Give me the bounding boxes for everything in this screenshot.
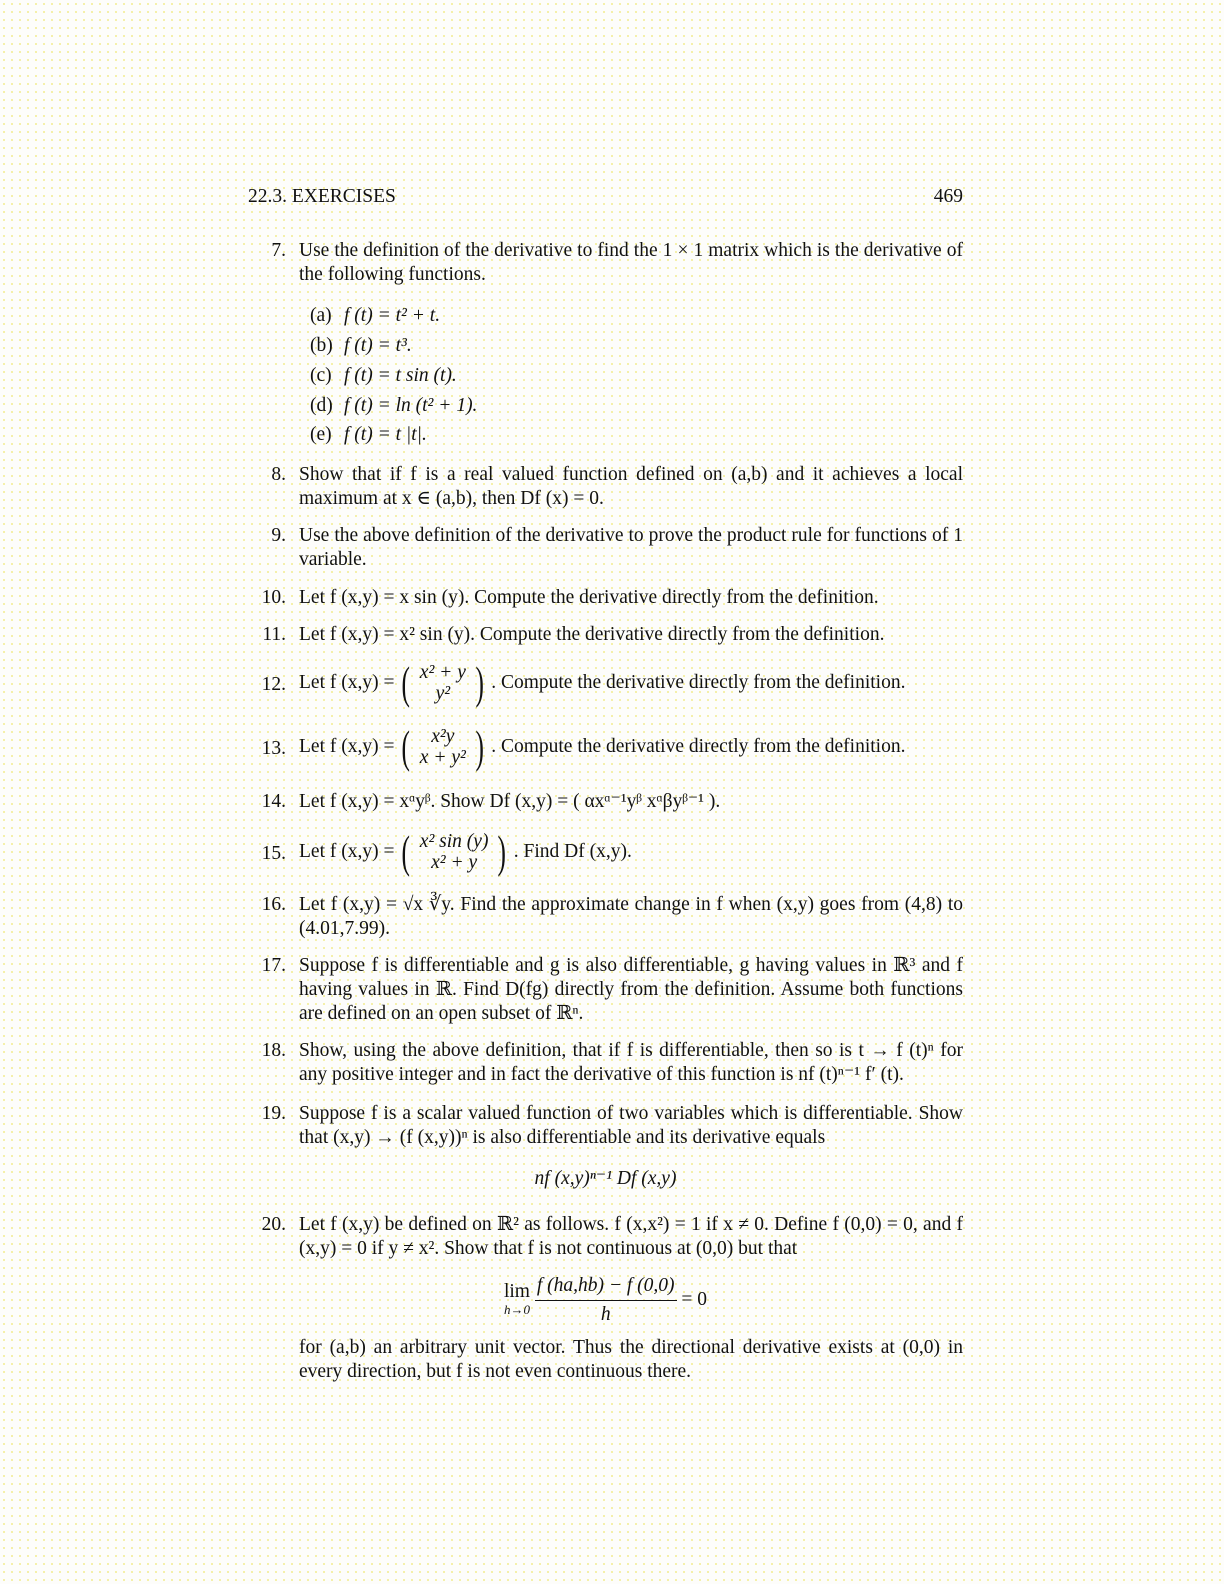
exercise-text: Use the definition of the derivative to find the 1 × 1 matrix which is the derivative of the following functions. bbox=[299, 240, 963, 285]
vector-entry: x² + y bbox=[431, 852, 478, 873]
part-label: (e) bbox=[310, 424, 332, 445]
right-paren: ) bbox=[475, 721, 484, 772]
part-expr: f (t) = t |t|. bbox=[344, 424, 427, 445]
exercise-number: 16. bbox=[261, 894, 286, 915]
exercise-7 bbox=[248, 239, 963, 287]
exercise-number: 10. bbox=[261, 587, 286, 608]
exercise-7c bbox=[310, 364, 457, 388]
exercise-text: Let f (x,y) = xᵅyᵝ. Show Df (x,y) = ( αxᵅ⁻¹yᵝ xᵅβyᵝ⁻¹ ). bbox=[299, 791, 721, 812]
vector-entry: y² bbox=[435, 683, 451, 704]
limit-operator bbox=[503, 1280, 530, 1319]
column-vector bbox=[398, 657, 487, 708]
exercise-number: 20. bbox=[261, 1214, 286, 1235]
exercise-7d bbox=[310, 394, 477, 418]
part-expr: f (t) = t³. bbox=[344, 335, 412, 356]
vector-entry: x + y² bbox=[419, 747, 466, 768]
lim-text: lim bbox=[503, 1280, 530, 1302]
exercise-text: Show that if f is a real valued function defined on (a,b) and it achieves a local maximum at x ∈ (a,b), then Df (x) = 0. bbox=[299, 464, 963, 509]
exercise-19 bbox=[248, 1102, 963, 1150]
exercise-text: Suppose f is differentiable and g is also differentiable, g having values in ℝ³ and f having values in ℝ. Find D(fg) directly from the definition. Assume both functions are defined on an open subset of ℝⁿ. bbox=[299, 955, 963, 1024]
exercise-text: Let f (x,y) be defined on ℝ² as follows. f (x,x²) = 1 if x ≠ 0. Define f (0,0) = 0, and f (x,y) = 0 if y ≠ x². Show that f is not continuous at (0,0) but that bbox=[299, 1214, 963, 1259]
exercise-text: Let f (x,y) = √x ∛y. Find the approximate change in f when (x,y) goes from (4,8) to (4.01,7.99). bbox=[299, 894, 963, 939]
numerator: f (ha,hb) − f (0,0) bbox=[535, 1274, 677, 1301]
display-equation-19: nf (x,y)ⁿ⁻¹ Df (x,y) bbox=[534, 1168, 677, 1189]
part-label: (d) bbox=[310, 395, 333, 416]
exercise-text: Suppose f is a scalar valued function of two variables which is differentiable. Show that (x,y) → (f (x,y))ⁿ is also differentiable and its derivative equals bbox=[299, 1103, 963, 1148]
vector-entry: x² + y bbox=[419, 662, 466, 683]
part-label: (b) bbox=[310, 335, 333, 356]
exercise-10 bbox=[248, 586, 963, 610]
exercise-tail: . Compute the derivative directly from the definition. bbox=[491, 672, 906, 693]
exercise-text: Let f (x,y) = x sin (y). Compute the derivative directly from the definition. bbox=[299, 587, 879, 608]
exercise-17 bbox=[248, 954, 963, 1026]
exercise-text: for (a,b) an arbitrary unit vector. Thus the directional derivative exists at (0,0) in every direction, but f is not even continuous there. bbox=[299, 1337, 963, 1382]
exercise-number: 18. bbox=[261, 1040, 286, 1061]
exercise-lead: Let f (x,y) = bbox=[299, 736, 395, 757]
column-vector bbox=[398, 721, 487, 772]
exercise-15 bbox=[248, 826, 963, 877]
exercise-text: Let f (x,y) = x² sin (y). Compute the derivative directly from the definition. bbox=[299, 624, 885, 645]
exercise-number: 14. bbox=[261, 791, 286, 812]
exercise-text: Use the above definition of the derivative to prove the product rule for functions of 1 variable. bbox=[299, 525, 963, 570]
exercise-16 bbox=[248, 893, 963, 941]
lim-subscript: h→0 bbox=[503, 1301, 530, 1317]
running-header bbox=[248, 185, 963, 209]
right-paren: ) bbox=[497, 826, 507, 877]
exercise-number: 15. bbox=[261, 843, 286, 864]
left-paren: ( bbox=[401, 826, 411, 877]
fraction bbox=[535, 1274, 677, 1327]
left-paren: ( bbox=[401, 657, 411, 708]
vector-entry: x²y bbox=[431, 726, 455, 747]
section-title: 22.3. EXERCISES bbox=[248, 186, 396, 207]
exercise-number: 11. bbox=[262, 624, 286, 645]
exercise-number: 8. bbox=[271, 464, 286, 485]
part-expr: f (t) = ln (t² + 1). bbox=[344, 395, 478, 416]
left-paren: ( bbox=[401, 721, 411, 772]
exercise-number: 19. bbox=[261, 1103, 286, 1124]
exercise-number: 7. bbox=[271, 240, 286, 261]
exercise-18 bbox=[248, 1039, 963, 1087]
exercise-tail: . Find Df (x,y). bbox=[513, 841, 632, 862]
exercise-12 bbox=[248, 657, 963, 708]
exercise-8 bbox=[248, 463, 963, 511]
exercise-9 bbox=[248, 524, 963, 572]
exercise-7b bbox=[310, 334, 412, 358]
exercise-20-continuation bbox=[248, 1336, 963, 1384]
display-equation-20 bbox=[248, 1274, 963, 1327]
right-paren: ) bbox=[475, 657, 484, 708]
exercise-14 bbox=[248, 790, 963, 814]
exercise-13 bbox=[248, 721, 963, 772]
exercise-number: 13. bbox=[261, 738, 286, 759]
denominator: h bbox=[600, 1304, 611, 1325]
column-vector bbox=[398, 826, 509, 877]
part-label: (c) bbox=[310, 365, 332, 386]
exercise-11 bbox=[248, 623, 963, 647]
part-expr: f (t) = t sin (t). bbox=[344, 365, 457, 386]
exercise-7a bbox=[310, 304, 440, 328]
equation-rhs: = 0 bbox=[681, 1288, 708, 1310]
exercise-20 bbox=[248, 1213, 963, 1261]
exercise-lead: Let f (x,y) = bbox=[299, 672, 395, 693]
exercise-text: Show, using the above definition, that if f is differentiable, then so is t → f (t)ⁿ for any positive integer and in fact the derivative of this function is nf (t)ⁿ⁻¹ f′ (t). bbox=[299, 1040, 963, 1085]
part-label: (a) bbox=[310, 305, 332, 326]
exercise-number: 17. bbox=[261, 955, 286, 976]
page-number: 469 bbox=[933, 186, 963, 207]
exercise-lead: Let f (x,y) = bbox=[299, 841, 395, 862]
exercise-tail: . Compute the derivative directly from the definition. bbox=[491, 736, 906, 757]
exercise-7e bbox=[310, 423, 427, 447]
exercise-number: 9. bbox=[271, 525, 286, 546]
vector-entry: x² sin (y) bbox=[419, 831, 489, 852]
exercise-number: 12. bbox=[261, 674, 286, 695]
part-expr: f (t) = t² + t. bbox=[344, 305, 441, 326]
